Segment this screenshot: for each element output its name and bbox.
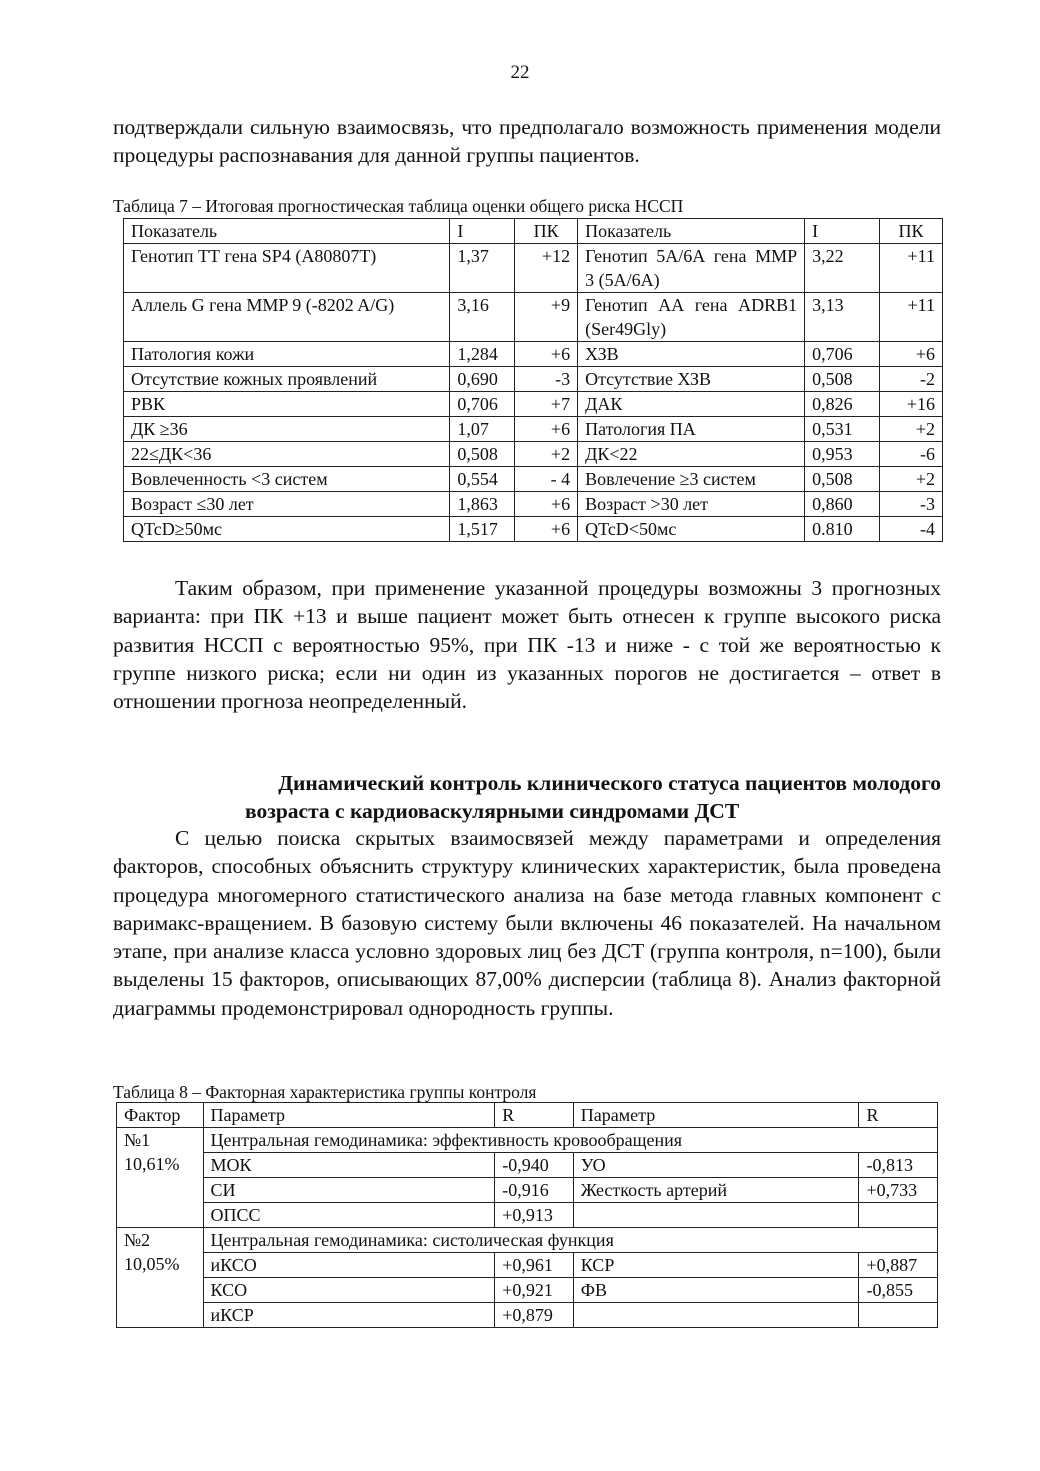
table7-cell: Патология ПА bbox=[578, 417, 805, 442]
table8-factor-title: Центральная гемодинамика: эффективность кровообращения bbox=[203, 1128, 937, 1153]
table8-factor-cell bbox=[117, 1228, 204, 1328]
section-paragraph: С целью поиска скрытых взаимосвязей между параметрами и определения факторов, способных объяснить структуру клинических характеристик, была проведена процедура многомерного статистического анализа на базе метода главных компонент с варимакс-вращением. В базовую систему были включены 46 показателей. На начальном этапе, при анализе класса условно здоровых лиц без ДСТ (группа контроля, n=100), были выделены 15 факторов, описывающих 87,00% дисперсии (таблица 8). Анализ факторной диаграммы продемонстрировал однородность группы. bbox=[113, 826, 941, 1020]
table7-cell: 1,37 bbox=[450, 244, 515, 293]
table8-cell bbox=[573, 1303, 859, 1328]
conclusion-paragraph: Таким образом, при применение указанной процедуры возможны 3 прогнозных варианта: при ПК +13 и выше пациент может быть отнесен к группе высокого риска развития НССП с вероятностью 95%, при ПК -13 и ниже - с той же вероятностью к группе низкого риска; если ни один из указанных порогов не достигается – ответ в отношении прогноза неопределенный. bbox=[113, 576, 941, 714]
table8-cell: -0,916 bbox=[495, 1178, 573, 1203]
table7-cell: +9 bbox=[515, 293, 578, 342]
table7-cell: ДК<22 bbox=[578, 442, 805, 467]
table7-caption: Таблица 7 – Итоговая прогностическая таблица оценки общего риска НССП bbox=[113, 196, 684, 216]
table7-cell: Генотип АА гена ADRB1 (Ser49Gly) bbox=[578, 293, 805, 342]
table7-header-cell: ПК bbox=[515, 219, 578, 244]
table7 bbox=[123, 218, 943, 542]
table8-factor-cell bbox=[117, 1128, 204, 1228]
table7-cell: Возраст ≤30 лет bbox=[124, 492, 450, 517]
table8-factor-title-row bbox=[117, 1128, 938, 1153]
table7-cell: Возраст >30 лет bbox=[578, 492, 805, 517]
table7-cell: -2 bbox=[880, 367, 943, 392]
table7-cell: ДАК bbox=[578, 392, 805, 417]
table7-cell: 0,826 bbox=[805, 392, 880, 417]
table8-row bbox=[117, 1303, 938, 1328]
table7-cell: +6 bbox=[515, 417, 578, 442]
table7-row bbox=[124, 492, 943, 517]
table7-cell: 3,22 bbox=[805, 244, 880, 293]
table7-cell: 0,953 bbox=[805, 442, 880, 467]
table7-cell: - 4 bbox=[515, 467, 578, 492]
table7-header-cell: Показатель bbox=[578, 219, 805, 244]
table7-row bbox=[124, 293, 943, 342]
table8-row bbox=[117, 1203, 938, 1228]
intro-paragraph: подтверждали сильную взаимосвязь, что предполагало возможность применения модели процедуры распознавания для данной группы пациентов. bbox=[113, 115, 941, 168]
table7-cell: +6 bbox=[515, 517, 578, 542]
table8-cell: -0,813 bbox=[859, 1153, 938, 1178]
table7-cell: +12 bbox=[515, 244, 578, 293]
table7-cell: Отсутствие кожных проявлений bbox=[124, 367, 450, 392]
table7-cell: +16 bbox=[880, 392, 943, 417]
section-heading bbox=[113, 769, 941, 825]
table8-cell: -0,940 bbox=[495, 1153, 573, 1178]
table7-cell: +11 bbox=[880, 293, 943, 342]
table7-cell: 22≤ДК<36 bbox=[124, 442, 450, 467]
table7-cell: 1,517 bbox=[450, 517, 515, 542]
table7-header-cell: I bbox=[805, 219, 880, 244]
table7-cell: 0,706 bbox=[805, 342, 880, 367]
table7-cell: Вовлечение ≥3 систем bbox=[578, 467, 805, 492]
table8-cell bbox=[573, 1203, 859, 1228]
table7-cell: 1,863 bbox=[450, 492, 515, 517]
table7-cell: +2 bbox=[880, 417, 943, 442]
table7-cell: Патология кожи bbox=[124, 342, 450, 367]
table8-cell: +0,887 bbox=[859, 1253, 938, 1278]
table8-row bbox=[117, 1153, 938, 1178]
table8-cell bbox=[859, 1203, 938, 1228]
table7-cell: 1,284 bbox=[450, 342, 515, 367]
table7-row bbox=[124, 517, 943, 542]
section-heading-line1: Динамический контроль клинического статуса пациентов молодого bbox=[278, 771, 941, 795]
table7-cell: Аллель G гена MMP 9 (-8202 A/G) bbox=[124, 293, 450, 342]
table7-cell: -3 bbox=[880, 492, 943, 517]
table7-cell: 0.810 bbox=[805, 517, 880, 542]
table8-cell: -0,855 bbox=[859, 1278, 938, 1303]
table7-cell: QTcD<50мс bbox=[578, 517, 805, 542]
table7-cell: 0,508 bbox=[450, 442, 515, 467]
table8-cell: Жесткость артерий bbox=[573, 1178, 859, 1203]
table7-header-cell: ПК bbox=[880, 219, 943, 244]
table8-cell: МОК bbox=[203, 1153, 495, 1178]
table7-cell: ДК ≥36 bbox=[124, 417, 450, 442]
table7-cell: +2 bbox=[880, 467, 943, 492]
table8-cell: КСР bbox=[573, 1253, 859, 1278]
table8-cell: ОПСС bbox=[203, 1203, 495, 1228]
table8-header-row bbox=[117, 1103, 938, 1128]
table8-factor-title-row bbox=[117, 1228, 938, 1253]
table7-cell: -3 bbox=[515, 367, 578, 392]
table7-row bbox=[124, 342, 943, 367]
table8-header-cell: Фактор bbox=[117, 1103, 204, 1128]
table8-cell: КСО bbox=[203, 1278, 495, 1303]
table7-cell: +6 bbox=[880, 342, 943, 367]
table7-cell: 0,531 bbox=[805, 417, 880, 442]
table8-cell: +0,733 bbox=[859, 1178, 938, 1203]
table7-cell: +11 bbox=[880, 244, 943, 293]
table8-row bbox=[117, 1253, 938, 1278]
table7-cell: QTcD≥50мс bbox=[124, 517, 450, 542]
table8-header-cell: R bbox=[495, 1103, 573, 1128]
factor-percent: 10,05% bbox=[124, 1254, 180, 1274]
table8-row bbox=[117, 1178, 938, 1203]
page-number: 22 bbox=[510, 62, 530, 83]
table7-cell: Генотип ТТ гена SP4 (A80807T) bbox=[124, 244, 450, 293]
table8-factor-title: Центральная гемодинамика: систолическая функция bbox=[203, 1228, 937, 1253]
factor-number: №1 bbox=[124, 1130, 151, 1150]
table7-header-cell: Показатель bbox=[124, 219, 450, 244]
table7-cell: 0,690 bbox=[450, 367, 515, 392]
table7-header-row bbox=[124, 219, 943, 244]
table7-cell: 3,16 bbox=[450, 293, 515, 342]
table7-cell: 0,706 bbox=[450, 392, 515, 417]
table8-cell: СИ bbox=[203, 1178, 495, 1203]
table7-row bbox=[124, 244, 943, 293]
table7-row bbox=[124, 467, 943, 492]
table7-row bbox=[124, 442, 943, 467]
table8-cell bbox=[859, 1303, 938, 1328]
table7-cell: 0,860 bbox=[805, 492, 880, 517]
table7-cell: РВК bbox=[124, 392, 450, 417]
table7-cell: -4 bbox=[880, 517, 943, 542]
table7-cell: Генотип 5А/6А гена ММР 3 (5А/6А) bbox=[578, 244, 805, 293]
table7-cell: Отсутствие ХЗВ bbox=[578, 367, 805, 392]
table7-cell: 0,508 bbox=[805, 467, 880, 492]
table8-header-cell: Параметр bbox=[203, 1103, 495, 1128]
table7-cell: 1,07 bbox=[450, 417, 515, 442]
table7-cell: +2 bbox=[515, 442, 578, 467]
factor-percent: 10,61% bbox=[124, 1154, 180, 1174]
table8-cell: +0,879 bbox=[495, 1303, 573, 1328]
table8-cell: иКСО bbox=[203, 1253, 495, 1278]
table8-cell: +0,961 bbox=[495, 1253, 573, 1278]
table7-row bbox=[124, 392, 943, 417]
table7-cell: -6 bbox=[880, 442, 943, 467]
table7-cell: 3,13 bbox=[805, 293, 880, 342]
table7-cell: Вовлеченность <3 систем bbox=[124, 467, 450, 492]
factor-number: №2 bbox=[124, 1230, 151, 1250]
table8-cell: +0,921 bbox=[495, 1278, 573, 1303]
table7-header-cell: I bbox=[450, 219, 515, 244]
table7-row bbox=[124, 417, 943, 442]
table8-cell: иКСР bbox=[203, 1303, 495, 1328]
table8-header-cell: Параметр bbox=[573, 1103, 859, 1128]
table8-cell: ФВ bbox=[573, 1278, 859, 1303]
table7-cell: ХЗВ bbox=[578, 342, 805, 367]
table7-cell: +7 bbox=[515, 392, 578, 417]
table7-cell: 0,554 bbox=[450, 467, 515, 492]
table7-row bbox=[124, 367, 943, 392]
table8 bbox=[116, 1102, 938, 1328]
table8-cell: УО bbox=[573, 1153, 859, 1178]
table8-cell: +0,913 bbox=[495, 1203, 573, 1228]
table7-cell: +6 bbox=[515, 492, 578, 517]
table7-cell: +6 bbox=[515, 342, 578, 367]
table8-caption: Таблица 8 – Факторная характеристика группы контроля bbox=[113, 1082, 537, 1102]
table8-header-cell: R bbox=[859, 1103, 938, 1128]
table7-cell: 0,508 bbox=[805, 367, 880, 392]
section-heading-line2: возраста с кардиоваскулярными синдромами ДСТ bbox=[245, 799, 740, 823]
table8-row bbox=[117, 1278, 938, 1303]
